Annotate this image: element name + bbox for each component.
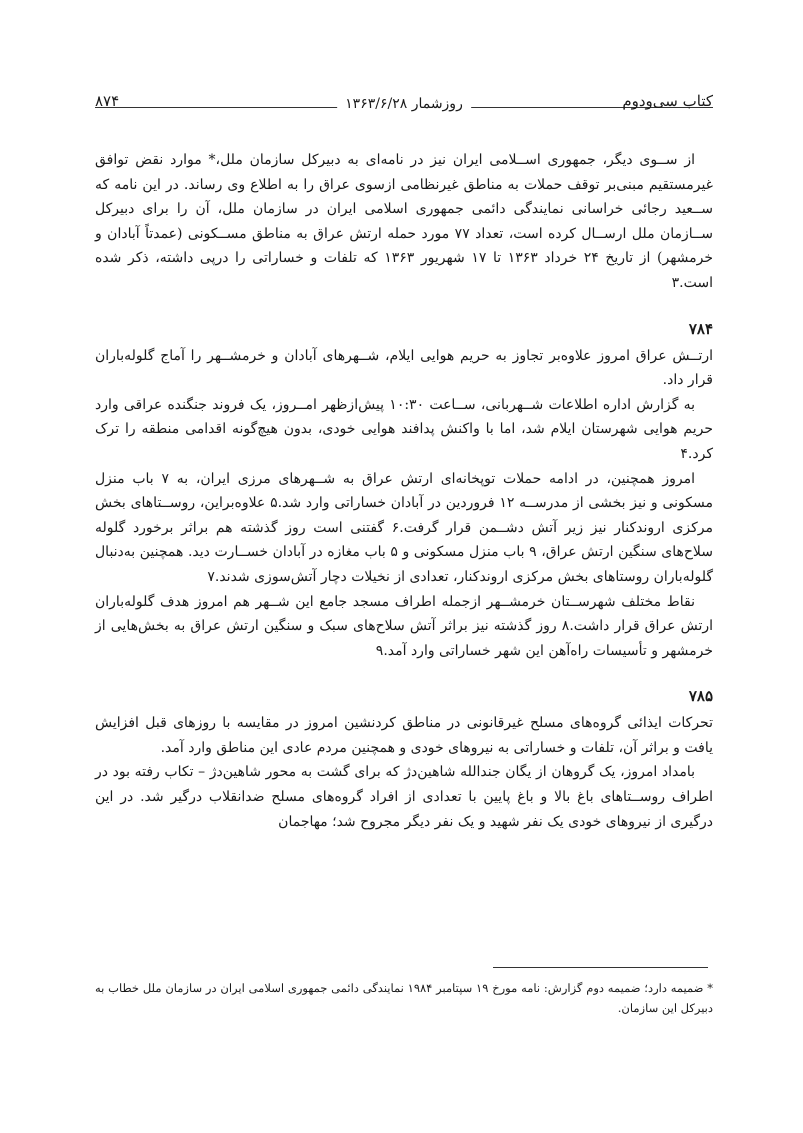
section-number-784: ۷۸۴ (688, 319, 713, 338)
paragraph: نقاط مختلف شهرســتان خرمشــهر ازجمله اطراف مسجد جامع این شــهر هم امروز هدف گلوله‌باران ارتش عراق قرار داشت.۸ روز گذشته نیز براثر آتش سلاح‌های سبک و سنگین ارتش عراق به بخش‌هایی از خرمشهر و تأسیسات راه‌آهن این شهر خساراتی وارد آمد.۹ (95, 593, 713, 659)
paragraph: ارتــش عراق امروز علاوه‌بر تجاوز به حریم هوایی ایلام، شــهرهای آبادان و خرمشــهر را آماج گلوله‌باران قرار داد. (95, 347, 713, 389)
paragraph: تحرکات ایذائی گروه‌های مسلح غیرقانونی در مناطق کردنشین امروز در مقایسه با روزهای قبل افزایش یافت و براثر آن، تلفات و خساراتی به نیروهای خودی و همچنین مردم عادی این مناطق وارد آمد. (95, 715, 713, 756)
page-header (95, 92, 713, 114)
header-date: روزشمار ۱۳۶۳/۶/۲۸ (337, 96, 471, 112)
page-body (95, 148, 713, 834)
footnote: * ضمیمه دارد؛ ضمیمه دوم گزارش: نامه مورخ ۱۹ سپتامبر ۱۹۸۴ نمایندگی دائمی جمهوری اسلامی ایران در سازمان ملل خطاب به دبیرکل این سازمان. (95, 981, 713, 1015)
intro-paragraph: از ســوی دیگر، جمهوری اســلامی ایران نیز در نامه‌ای به دبیرکل سازمان ملل،* موارد نقض توافق غیرمستقیم مبنی‌بر توقف حملات به مناطق غیرنظامی ازسوی عراق را به اطلاع وی رساند. در این نامه که ســعید رجائی خراسانی نمایندگی دائمی جمهوری اسلامی ایران در سازمان ملل، آن را برای دبیرکل ســازمان ملل ارســال کرده است، تعداد ۷۷ مورد حمله ارتش عراق به مناطق مســکونی (عمدتاً آبادان و خرمشهر) از تاریخ ۲۴ خرداد ۱۳۶۳ تا ۱۷ شهریور ۱۳۶۳ که تلفات و خساراتی را درپی داشته، ذکر شده است.۳ (95, 152, 714, 291)
paragraph: به گزارش اداره اطلاعات شــهربانی، ســاعت ۱۰:۳۰ پیش‌ازظهر امــروز، یک فروند جنگنده عراقی وارد حریم هوایی شهرستان ایلام شد، اما با واکنش پدافند هوایی خودی، بدون هیچ‌گونه اقدامی منطقه را ترک کرد.۴ (95, 396, 713, 462)
paragraph: بامداد امروز، یک گروهان از یگان جندالله شاهین‌دژ که برای گشت به محور شاهین‌دژ – تکاب رفته بود در اطراف روســتاهای باغ بالا و باغ پایین با تعدادی از افراد گروه‌های مسلح ضدانقلاب درگیر شد. در این درگیری از نیروهای خودی یک نفر شهید و یک نفر دیگر مجروح شد؛ مهاجمان (95, 764, 713, 830)
page-number: ۸۷۴ (95, 92, 120, 110)
paragraph: امروز همچنین، در ادامه حملات توپخانه‌ای ارتش عراق به شــهرهای مرزی ایران، به ۷ باب منزل مسکونی و نیز بخشی از مدرســه ۱۲ فروردین در آبادان خساراتی وارد شد.۵ علاوه‌براین، روســتاهای بخش مرکزی اروندکنار نیز زیر آتش دشــمن قرار گرفت.۶ گفتنی است روز گذشته هم براثر برخورد گلوله سلاح‌های سنگین ارتش عراق، ۹ باب منزل مسکونی و ۵ باب مغازه در آبادان خســارت دید. همچنین به‌دنبال گلوله‌باران روستاهای بخش مرکزی اروندکنار، تعدادی از نخیلات دچار آتش‌سوزی شدند.۷ (95, 470, 714, 585)
section-number-785: ۷۸۵ (688, 687, 713, 706)
footnote-rule (493, 967, 708, 968)
book-title: کتاب سی‌ودوم (622, 92, 713, 110)
